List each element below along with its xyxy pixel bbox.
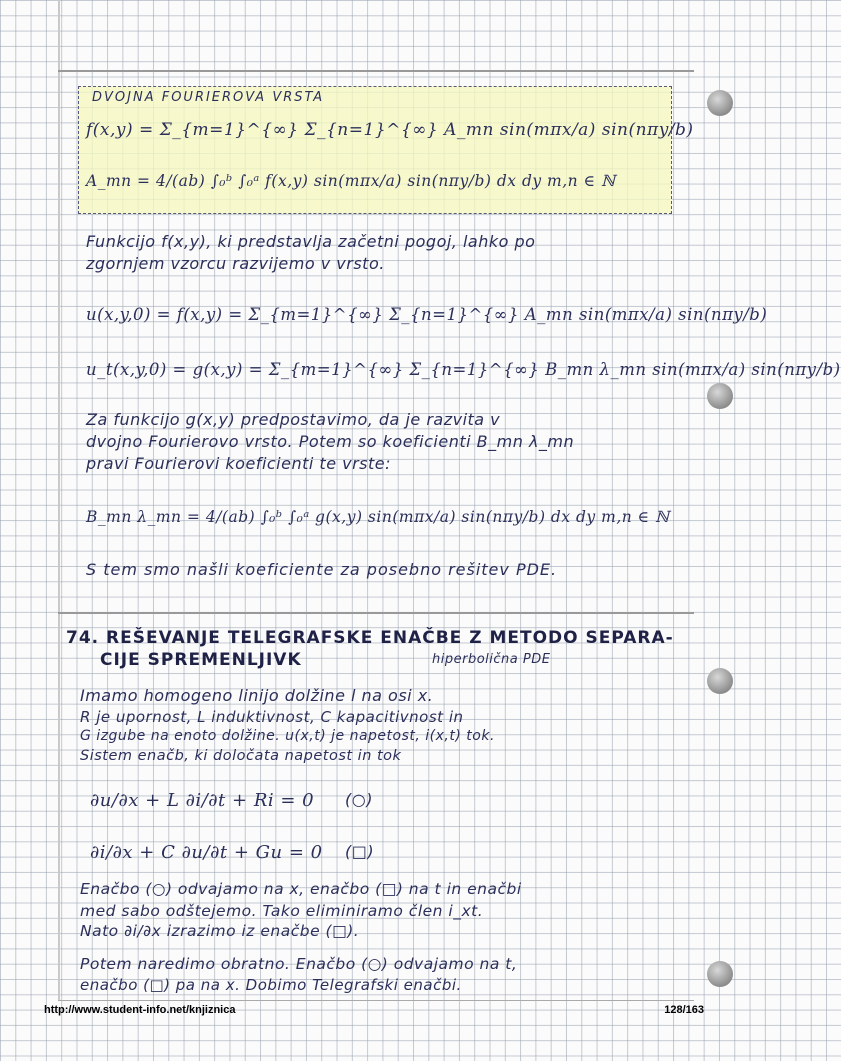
margin-line [58, 0, 60, 1000]
text-line: Funkcijo f(x,y), ki predstavlja začetni pogoj, lahko po [86, 232, 536, 251]
section-heading-continued: CIJE SPREMENLJIVK [100, 650, 302, 670]
telegraph-equation-1: ∂u/∂x + L ∂i/∂t + Ri = 0 [90, 790, 315, 811]
text-line: dvojno Fourierovo vrsto. Potem so koeficienti B_mn λ_mn [86, 432, 575, 451]
text-line: pravi Fourierovi koeficienti te vrste: [86, 454, 392, 473]
equation-tag: (□) [345, 842, 375, 861]
text-line: R je upornost, L induktivnost, C kapacitivnost in [80, 708, 464, 726]
text-line: med sabo odštejemo. Tako eliminiramo člen i_xt. [80, 902, 484, 920]
fourier-series-formula: f(x,y) = Σ_{m=1}^{∞} Σ_{n=1}^{∞} A_mn sin(mπx/a) sin(nπy/b) [86, 120, 694, 140]
footer-url-link[interactable]: http://www.student-info.net/knjiznica [44, 1004, 236, 1016]
section-subtitle: hiperbolična PDE [432, 652, 551, 667]
initial-condition-ut-formula: u_t(x,y,0) = g(x,y) = Σ_{m=1}^{∞} Σ_{n=1}^{∞} B_mn λ_mn sin(mπx/a) sin(nπy/b) [86, 360, 841, 379]
highlighted-formula-box [78, 86, 672, 214]
text-line: Imamo homogeno linijo dolžine l na osi x. [80, 686, 434, 705]
binder-hole-icon [707, 90, 733, 116]
binder-hole-icon [707, 961, 733, 987]
coefficient-b-formula: B_mn λ_mn = 4/(ab) ∫₀ᵇ ∫₀ᵃ g(x,y) sin(mπx/a) sin(nπy/b) dx dy m,n ∈ ℕ [86, 508, 670, 526]
text-line: enačbo (□) pa na x. Dobimo Telegrafski enačbi. [80, 976, 462, 994]
page-number: 128/163 [664, 1004, 704, 1016]
page-top-rule [58, 70, 694, 72]
text-line: Potem naredimo obratno. Enačbo (○) odvajamo na t, [80, 955, 518, 973]
text-line: zgornjem vzorcu razvijemo v vrsto. [86, 254, 385, 273]
equation-tag: (○) [345, 790, 373, 809]
text-line: Za funkcijo g(x,y) predpostavimo, da je razvita v [86, 410, 501, 429]
section-divider [58, 612, 694, 614]
page-bottom-rule [58, 1000, 694, 1001]
binder-hole-icon [707, 383, 733, 409]
text-line: Nato ∂i/∂x izrazimo iz enačbe (□). [80, 922, 360, 940]
text-line: Enačbo (○) odvajamo na x, enačbo (□) na t in enačbi [80, 880, 522, 898]
binder-hole-icon [707, 668, 733, 694]
section-heading: 74. REŠEVANJE TELEGRAFSKE ENAČBE Z METODO SEPARA- [66, 628, 674, 648]
initial-condition-u-formula: u(x,y,0) = f(x,y) = Σ_{m=1}^{∞} Σ_{n=1}^{∞} A_mn sin(mπx/a) sin(nπy/b) [86, 305, 768, 324]
telegraph-equation-2: ∂i/∂x + C ∂u/∂t + Gu = 0 [90, 842, 323, 863]
box-title: DVOJNA FOURIEROVA VRSTA [92, 90, 325, 105]
text-line: G izgube na enoto dolžine. u(x,t) je napetost, i(x,t) tok. [80, 728, 495, 744]
conclusion-text: S tem smo našli koeficiente za posebno rešitev PDE. [86, 560, 558, 579]
coefficient-formula: A_mn = 4/(ab) ∫₀ᵇ ∫₀ᵃ f(x,y) sin(mπx/a) sin(nπy/b) dx dy m,n ∈ ℕ [86, 172, 616, 190]
text-line: Sistem enačb, ki določata napetost in tok [80, 748, 402, 764]
